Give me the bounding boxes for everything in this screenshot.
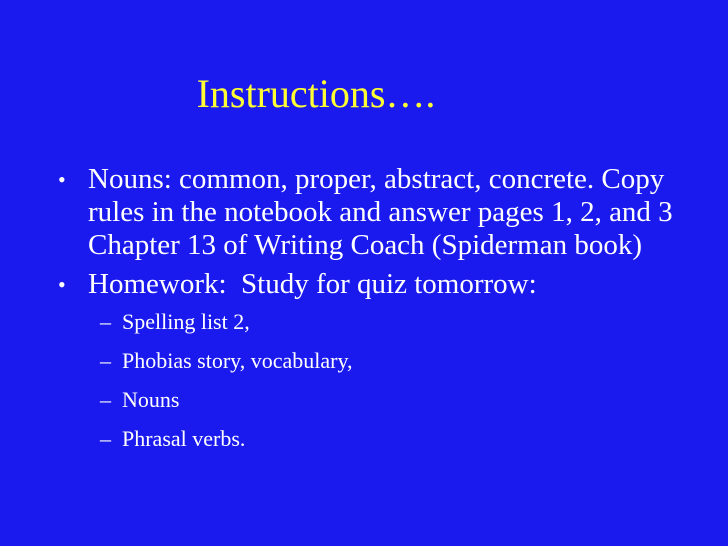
bullet-item xyxy=(56,163,716,262)
sub-bullet-text: Phobias story, vocabulary, xyxy=(122,348,353,373)
sub-bullet-text: Phrasal verbs. xyxy=(122,426,246,451)
sub-bullet-marker: – xyxy=(100,387,111,412)
bullet-item xyxy=(56,268,716,451)
bullet-text: Homework: Study for quiz tomorrow: xyxy=(88,268,537,300)
sub-bullet-item xyxy=(56,387,684,412)
bullet-marker: • xyxy=(58,167,66,192)
bullet-text: Nouns: common, proper, abstract, concrete. Copy rules in the notebook and answer pages 1, 2, and 3 Chapter 13 of Writing Coach (Spiderman book) xyxy=(88,163,673,261)
sub-bullet-item xyxy=(56,348,684,373)
sub-bullet-marker: – xyxy=(100,426,111,451)
sub-bullet-text: Spelling list 2, xyxy=(122,309,250,334)
sub-bullet-text: Nouns xyxy=(122,387,180,412)
sub-bullet-item xyxy=(56,309,684,334)
sub-bullet-marker: – xyxy=(100,309,111,334)
sub-bullet-item xyxy=(56,426,684,451)
sub-bullet-list xyxy=(56,309,684,451)
bullet-list xyxy=(56,163,716,465)
sub-bullet-marker: – xyxy=(100,348,111,373)
slide-title: Instructions…. xyxy=(196,71,436,116)
bullet-marker: • xyxy=(58,272,66,297)
